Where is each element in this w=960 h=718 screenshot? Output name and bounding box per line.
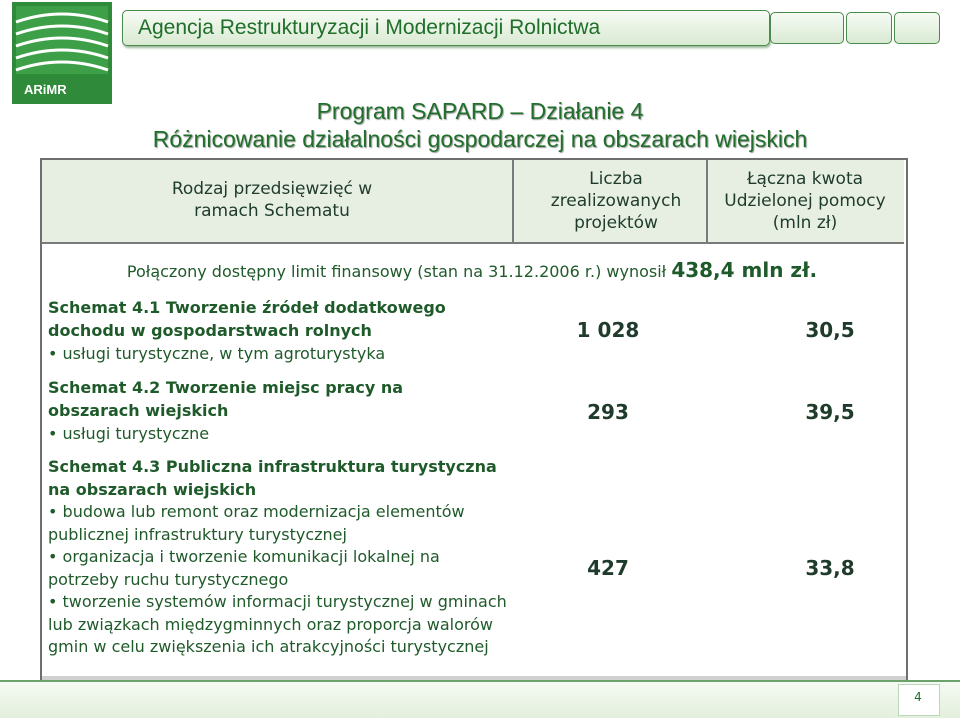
- bullet-item: • tworzenie systemów informacji turystycznej w gminach lub związkach międzygminnych oraz proporcja walorów gmin w celu zwiększenia ich atrakcyjności turystycznej: [48, 592, 507, 656]
- table-header-row: [42, 160, 904, 244]
- schema-title: Schemat 4.1 Tworzenie źródeł dodatkowego dochodu w gospodarstwach rolnych: [48, 298, 446, 340]
- aid-amount: 33,8: [805, 556, 855, 580]
- column-divider: [706, 160, 708, 242]
- slide-title: Program SAPARD – Działanie 4: [316, 98, 644, 124]
- logo-text: ARiMR: [24, 82, 67, 97]
- header-decor-box: [846, 12, 892, 44]
- table-row: [48, 456, 508, 659]
- bullet-item: • budowa lub remont oraz modernizacja elementów publicznej infrastruktury turystycznej: [48, 502, 465, 544]
- schema-title: Schemat 4.3 Publiczna infrastruktura turystyczna na obszarach wiejskich: [48, 457, 497, 499]
- table-row: [48, 376, 468, 445]
- project-count: 293: [587, 400, 629, 424]
- bullet-item: • organizacja i tworzenie komunikacji lokalnej na potrzeby ruchu turystycznego: [48, 547, 440, 589]
- col-header-count: Liczba zrealizowanych projektów: [550, 169, 682, 233]
- table-row: [48, 296, 488, 365]
- header-title: Agencja Restrukturyzacji i Modernizacji Rolnictwa: [138, 16, 601, 39]
- limit-note: [40, 258, 904, 282]
- footer-bar: [0, 680, 960, 718]
- aid-amount: 39,5: [805, 400, 855, 424]
- project-count: 427: [587, 556, 629, 580]
- column-divider: [512, 160, 514, 242]
- project-count: 1 028: [576, 318, 640, 342]
- header-decor-box: [894, 12, 940, 44]
- page-number: 4: [914, 690, 922, 704]
- bullet-item: • usługi turystyczne: [48, 424, 210, 443]
- aid-amount: 30,5: [805, 318, 855, 342]
- slide-subtitle: Różnicowanie działalności gospodarczej na obszarach wiejskich: [152, 126, 808, 152]
- col-header-type: Rodzaj przedsięwzięć w ramach Schematu: [171, 179, 373, 221]
- header-decor-box: [770, 12, 844, 44]
- col-header-amount: Łączna kwota Udzielonej pomocy (mln zł): [724, 169, 886, 233]
- limit-amount: 438,4 mln zł.: [671, 258, 818, 282]
- schema-title: Schemat 4.2 Tworzenie miejsc pracy na obszarach wiejskich: [48, 378, 404, 420]
- limit-text: Połączony dostępny limit finansowy (stan na 31.12.2006 r.) wynosił: [126, 262, 667, 281]
- bullet-item: • usługi turystyczne, w tym agroturystyka: [48, 344, 386, 363]
